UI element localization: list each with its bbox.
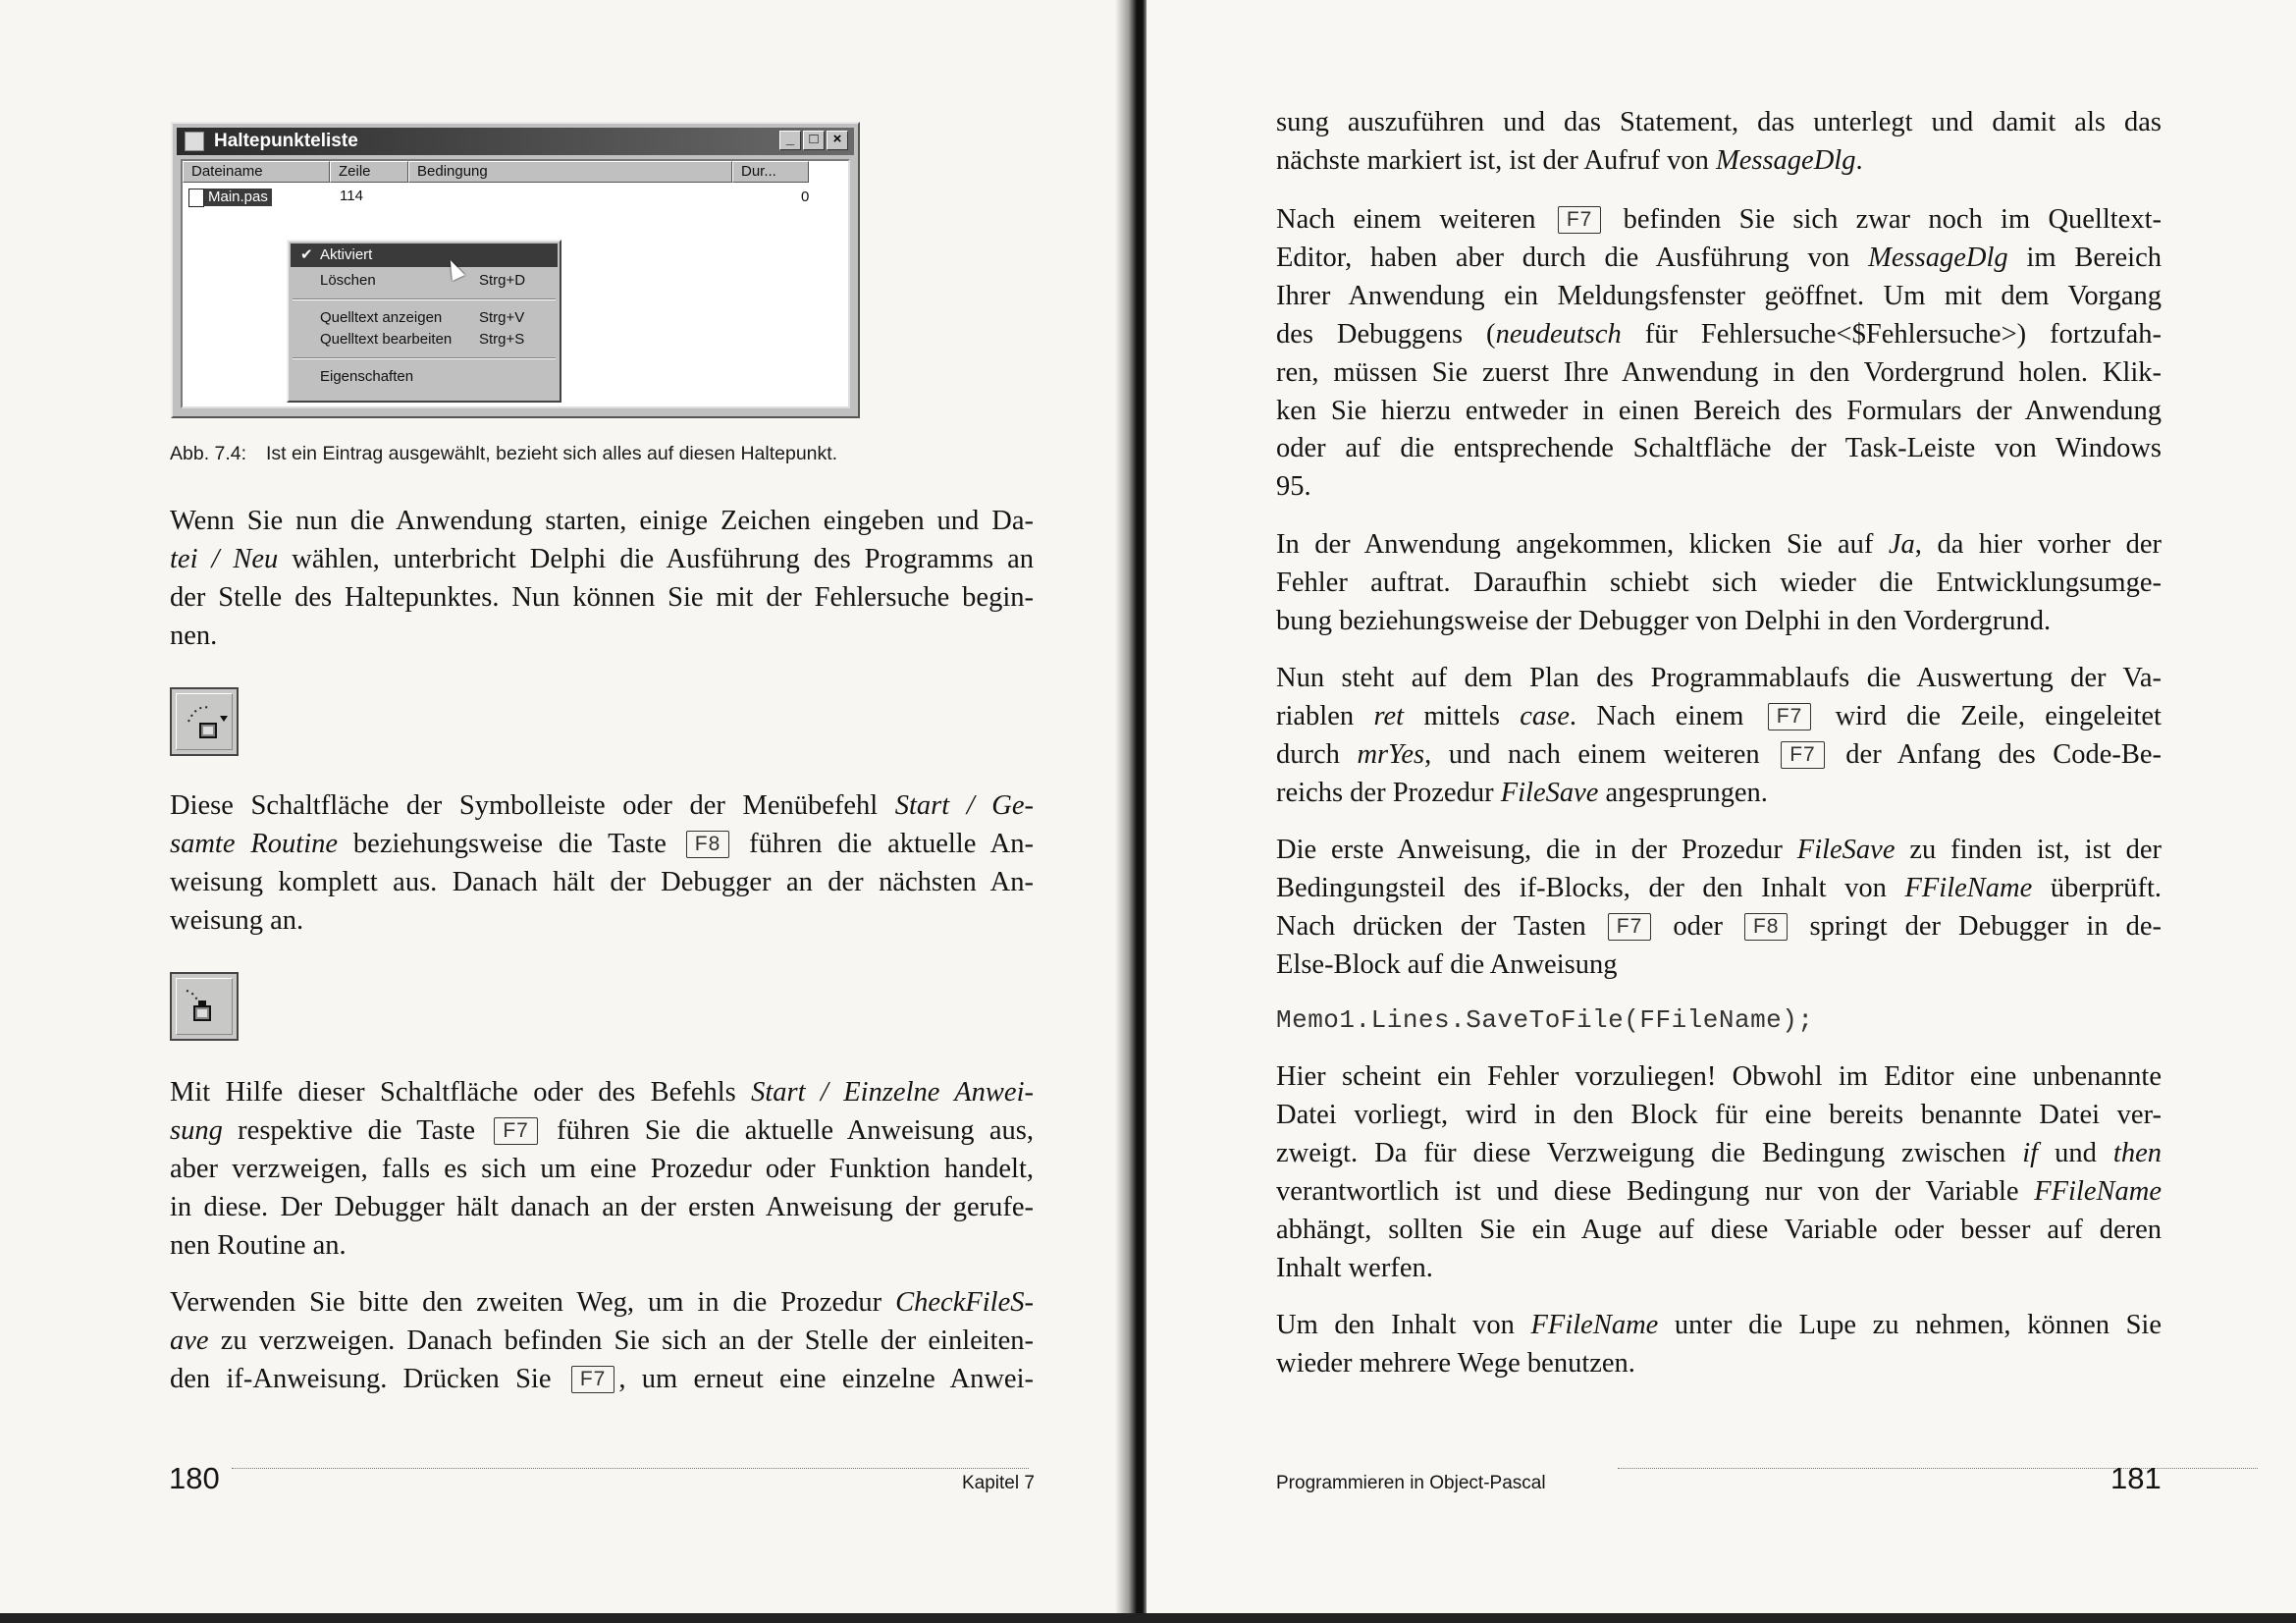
close-icon: × xyxy=(827,131,848,150)
chapter-label: Programmieren in Object-Pascal xyxy=(1276,1473,1546,1493)
code-statement: Memo1.Lines.SaveToFile(FFileName); xyxy=(1276,1005,1814,1035)
key-f8: F8 xyxy=(1744,913,1789,941)
column-header-pass: Dur... xyxy=(732,161,809,183)
menu-separator xyxy=(293,357,556,359)
key-f7: F7 xyxy=(571,1366,615,1393)
paragraph: Hier scheint ein Fehler vorzuliegen! Obwohl im Editor eine unbenannte Datei vorliegt, wird in den Block für eine bereits benannte Datei ver- zweigt. Da für diese Verzweigung die Bedingung zwischen if und then verantwortlich ist und diese Bedingung nur von der Variable FFileName abhängt, sollten Sie ein Auge auf diese Variable oder besser auf deren Inhalt werfen. xyxy=(1276,1061,2162,1283)
menu-separator xyxy=(293,298,556,300)
book-bottom-edge xyxy=(0,1613,2296,1623)
key-f7: F7 xyxy=(494,1117,538,1145)
key-f7: F7 xyxy=(1768,703,1812,730)
column-header-line: Zeile xyxy=(330,161,408,183)
step-over-glyph xyxy=(177,694,234,751)
paragraph: Wenn Sie nun die Anwendung starten, einige Zeichen eingeben und Da- tei / Neu wählen, unterbricht Delphi die Ausführung des Programms an der Stelle des Haltepunktes. Nun können Sie mit der Fehlersuche begin- nen. xyxy=(170,506,1034,651)
breakpoint-file: Main.pas xyxy=(204,189,272,206)
column-header-condition: Bedingung xyxy=(408,161,732,183)
menu-item-show-source: Quelltext anzeigen Strg+V xyxy=(320,309,525,326)
window-app-icon xyxy=(185,132,204,151)
trace-into-glyph xyxy=(177,979,234,1036)
breakpoint-line: 114 xyxy=(340,188,363,204)
chapter-label: Kapitel 7 xyxy=(962,1473,1035,1493)
minimize-icon: _ xyxy=(779,131,801,150)
paragraph: Nach einem weiteren F7 befinden Sie sich zwar noch im Quelltext- Editor, haben aber durch die Ausführung von MessageDlg im Bereich Ihrer Anwendung ein Meldungsfenster geöffnet. Um mit dem Vorgang des Debuggens (neudeutsch für Fehlersuche<$Fehlersuche>) fortzufah- ren, müssen Sie zuerst Ihre Anwendung in den Vordergrund holen. Klik- ken Sie hierzu entweder in einen Bereich des Formulars der Anwendung oder auf die entsprechende Schaltfläche der Task-Leiste von Windows 95. xyxy=(1276,204,2162,503)
paragraph: Diese Schaltfläche der Symbolleiste oder der Menübefehl Start / Ge- samte Routine beziehungsweise die Taste F8 führen die aktuelle An- weisung komplett aus. Danach hält der Debugger an der nächsten An- weisung an. xyxy=(170,790,1034,936)
menu-item-activated: ✔ Aktiviert xyxy=(291,243,558,267)
window-title-bar xyxy=(177,128,854,155)
column-header-file: Dateiname xyxy=(183,161,330,183)
paragraph: In der Anwendung angekommen, klicken Sie auf Ja, da hier vorher der Fehler auftrat. Daraufhin schiebt sich wieder die Entwicklungsumge- bung beziehungsweise der Debugger von Delphi in den Vordergrund. xyxy=(1276,529,2162,636)
maximize-icon: □ xyxy=(803,131,825,150)
menu-item-properties: Eigenschaften xyxy=(320,368,414,385)
context-menu xyxy=(287,240,561,403)
figure-caption: Abb. 7.4: Ist ein Eintrag ausgewählt, bezieht sich alles auf diesen Haltepunkt. xyxy=(170,443,838,464)
paragraph: Mit Hilfe dieser Schaltfläche oder des Befehls Start / Einzelne Anwei- sung respektive die Taste F7 führen Sie die aktuelle Anweisung aus, aber verzweigen, falls es sich um eine Prozedur oder Funktion handelt, in diese. Der Debugger hält danach an der ersten Anweisung der gerufe- nen Routine an. xyxy=(170,1077,1034,1261)
paragraph: sung auszuführen und das Statement, das unterlegt und damit als das nächste markiert ist, ist der Aufruf von MessageDlg. xyxy=(1276,107,2162,176)
breakpoint-list xyxy=(181,159,850,408)
check-icon: ✔ xyxy=(300,246,313,263)
paragraph: Um den Inhalt von FFileName unter die Lupe zu nehmen, können Sie wieder mehrere Wege benutzen. xyxy=(1276,1310,2162,1379)
key-f7: F7 xyxy=(1608,913,1652,941)
key-f7: F7 xyxy=(1781,741,1825,769)
breakpoint-list-window-figure xyxy=(171,122,860,418)
menu-item-delete: Löschen Strg+D xyxy=(320,272,526,289)
step-over-icon xyxy=(170,687,239,756)
paragraph: Nun steht auf dem Plan des Programmablaufs die Auswertung der Va- riablen ret mittels case. Nach einem F7 wird die Zeile, eingeleitet durch mrYes, und nach einem weiteren F7 der Anfang des Code-Be- reichs der Prozedur FileSave angesprungen. xyxy=(1276,663,2162,808)
footer-rule xyxy=(1618,1468,2258,1469)
key-f7: F7 xyxy=(1558,206,1602,234)
footer-rule xyxy=(232,1468,1029,1469)
paragraph: Verwenden Sie bitte den zweiten Weg, um in die Prozedur CheckFileS- ave zu verzweigen. Danach befinden Sie sich an der Stelle der einleiten- den if-Anweisung. Drücken Sie F7 , um erneut eine einzelne Anwei- xyxy=(170,1287,1034,1394)
page-number: 181 xyxy=(2110,1461,2162,1495)
breakpoint-pass-count: 0 xyxy=(801,189,810,205)
trace-into-icon xyxy=(170,972,239,1041)
page-number: 180 xyxy=(169,1461,220,1495)
right-page xyxy=(1147,0,2296,1623)
file-icon xyxy=(188,189,204,207)
paragraph: Die erste Anweisung, die in der Prozedur FileSave zu finden ist, ist der Bedingungsteil des if-Blocks, der den Inhalt von FFileName überprüft. Nach drücken der Tasten F7 oder F8 springt der Debugger in de- Else-Block auf die Anweisung xyxy=(1276,835,2162,980)
left-page xyxy=(0,0,1134,1623)
key-f8: F8 xyxy=(686,831,730,858)
window-title: Haltepunkteliste xyxy=(214,131,358,151)
menu-item-edit-source: Quelltext bearbeiten Strg+S xyxy=(320,331,525,348)
